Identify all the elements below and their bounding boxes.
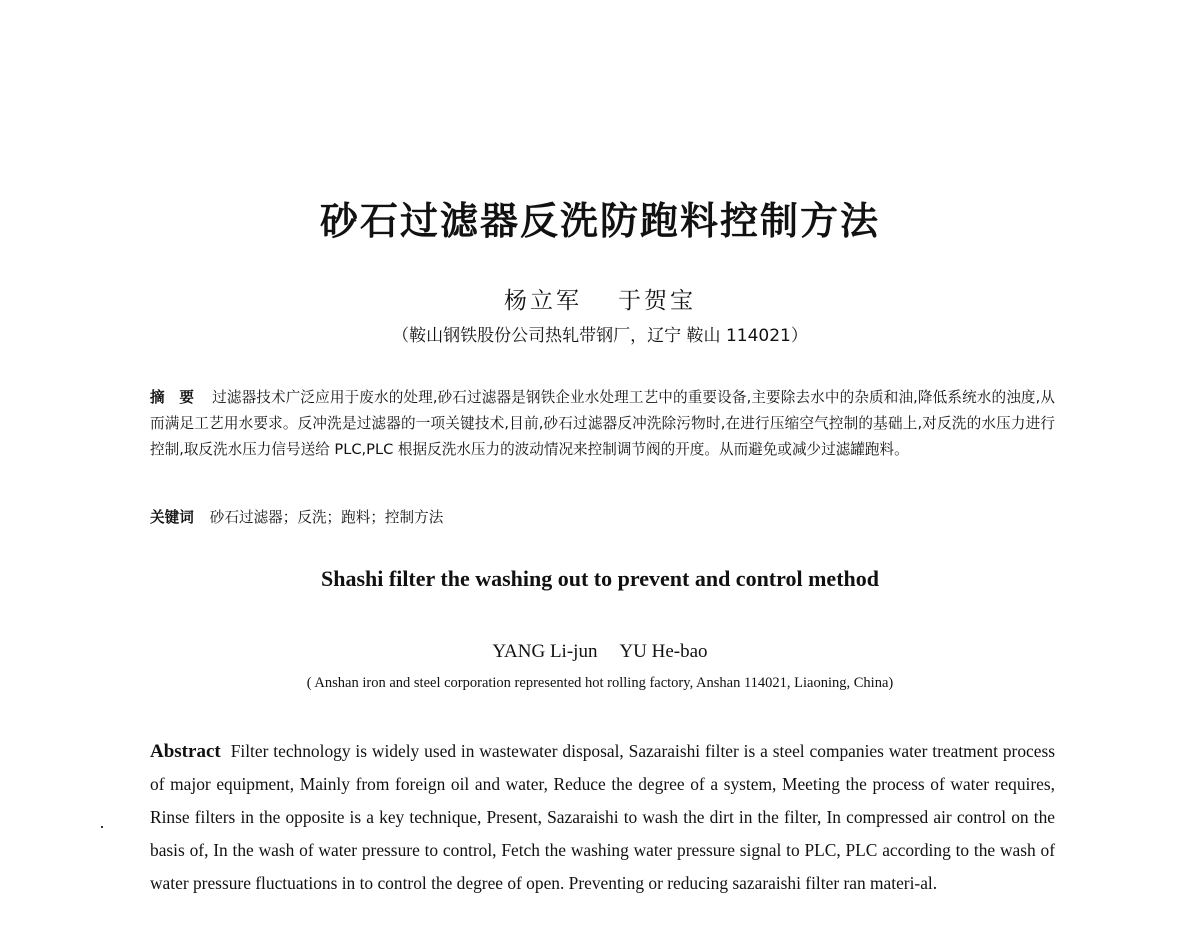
chinese-abstract (150, 385, 1055, 463)
chinese-authors (0, 282, 1200, 315)
scan-speck (101, 826, 103, 828)
english-author-1: YANG Li-jun (492, 641, 598, 662)
chinese-author-1: 杨立军 (504, 288, 582, 314)
english-abstract-text: Filter technology is widely used in wastewater disposal, Sazaraishi filter is a steel companies water treatment process of major equipment, Mainly from foreign oil and water, Reduce the degree of a system, Meeting the process of water requires, Rinse filters in the opposite is a key technique, Present, Sazaraishi to wash the dirt in the filter, In compressed air control on the basis of, In the wash of water pressure to control, Fetch the washing water pressure signal to PLC, PLC according to the wash of water pressure fluctuations in to control the degree of open. Preventing or reducing sazaraishi filter ran materi-al. (150, 741, 1055, 893)
chinese-abstract-text: 过滤器技术广泛应用于废水的处理,砂石过滤器是钢铁企业水处理工艺中的重要设备,主要除去水中的杂质和油,降低系统水的浊度,从而满足工艺用水要求。反冲洗是过滤器的一项关键技术,目前,砂石过滤器反冲洗除污物时,在进行压缩空气控制的基础上,对反洗的水压力进行控制,取反洗水压力信号送给 PLC,PLC 根据反洗水压力的波动情况来控制调节阀的开度。从而避免或减少过滤罐跑料。 (150, 389, 1055, 458)
english-title: Shashi filter the washing out to prevent and control method (321, 566, 879, 591)
chinese-keywords-text: 砂石过滤器；反洗；跑料；控制方法 (209, 509, 444, 526)
english-author-2: YU He-bao (619, 641, 708, 662)
chinese-keywords-label: 关键词 (150, 509, 194, 526)
english-abstract (150, 735, 1055, 900)
english-abstract-label: Abstract (150, 741, 221, 762)
chinese-keywords (150, 507, 1055, 529)
chinese-author-2: 于贺宝 (618, 288, 696, 314)
english-authors (0, 641, 1200, 663)
english-affiliation: ( Anshan iron and steel corporation represented hot rolling factory, Anshan 114021, Liaoning, China) (306, 675, 894, 691)
chinese-abstract-label: 摘 要 (150, 389, 195, 406)
chinese-affiliation: （鞍山钢铁股份公司热轧带钢厂，辽宁 鞍山 114021） (392, 326, 808, 346)
chinese-title: 砂石过滤器反洗防跑料控制方法 (319, 199, 880, 243)
